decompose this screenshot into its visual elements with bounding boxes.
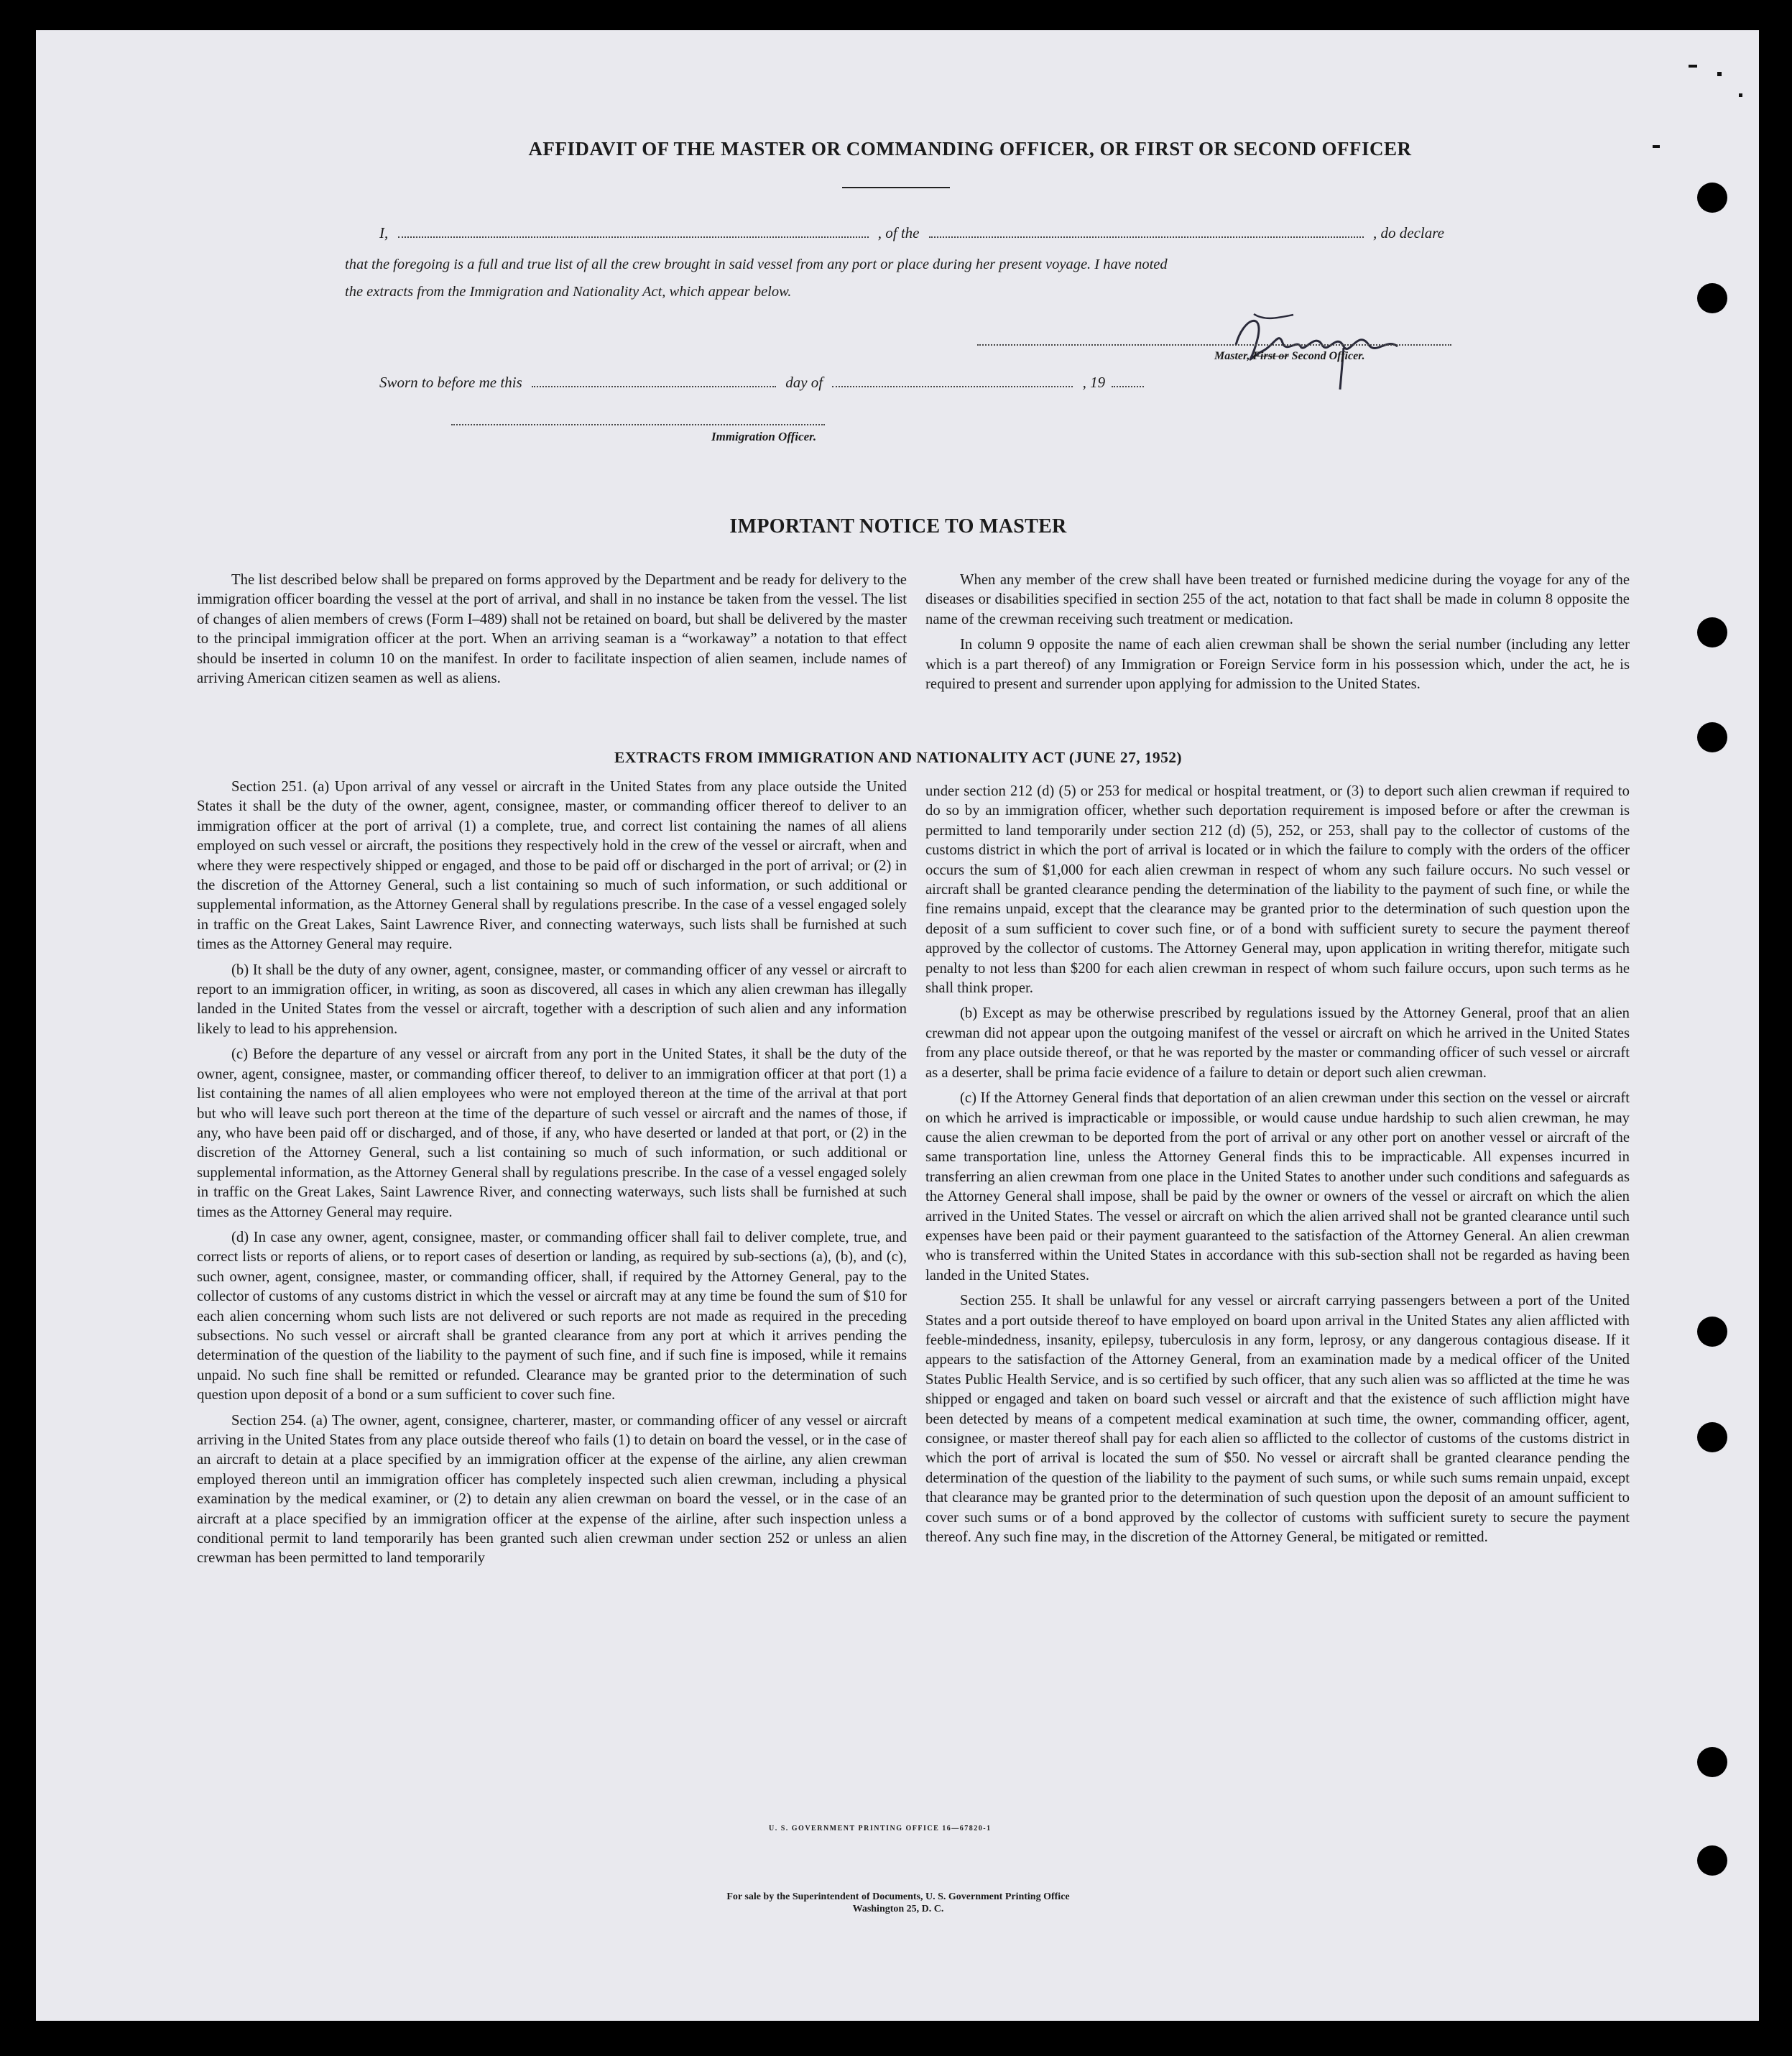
- notice-title: IMPORTANT NOTICE TO MASTER: [729, 515, 1067, 538]
- section-251-a: Section 251. (a) Upon arrival of any vessel or aircraft in the United States from any place outside the United States it shall be the duty of the owner, agent, consignee, master, or commanding officer thereof to deliver to an immigration officer at the port of arrival (1) a complete, true, and correct list containing the names of all aliens employed on such vessel or aircraft, the positions they respectively hold in the crew of the vessel or aircraft, when and where they were respectively shipped or engaged, and those to be paid off or discharged in the port of arrival; or (2) in the discretion of the Attorney General, such a list containing so much of such information, or such additional or supplemental information, as the Attorney General shall by regulations prescribe. In the case of a vessel engaged solely in traffic on the Great Lakes, Saint Lawrence River, and connecting waterways, such lists shall be furnished at such times as the Attorney General may require.: [197, 779, 907, 953]
- binder-hole-icon: [1697, 1422, 1727, 1452]
- declarant-line: [379, 224, 1444, 242]
- section-251-c: (c) Before the departure of any vessel or aircraft from any port in the United States, it shall be the duty of the owner, agent, consignee, master, or commanding officer thereof, to deliver to an immigration officer at that port (1) a list containing the names of all alien employees who were not employed thereon at the time of the arrival at that port but who will leave such port thereon at the time of the departure of such vessel or aircraft and the names of those, if any, who have been paid off or discharged, and of those, if any, who have deserted or landed at that port, or (2) in the discretion of the Attorney General, such a list containing so much of such information, or such additional or supplemental information, as the Attorney General shall by regulations prescribe. In the case of a vessel engaged solely in traffic on the Great Lakes, Saint Lawrence River, and connecting waterways, such lists shall be furnished at such times as the Attorney General may require.: [197, 1046, 907, 1220]
- signature-label-master: Master,: [1214, 350, 1253, 362]
- extracts-title: EXTRACTS FROM IMMIGRATION AND NATIONALITY ACT (JUNE 27, 1952): [614, 749, 1182, 766]
- i-label: I,: [379, 224, 389, 241]
- extracts-right-column: [925, 782, 1630, 1553]
- sworn-line: [379, 374, 1147, 392]
- signature-label: [1214, 350, 1365, 363]
- scan-speck: [1739, 93, 1742, 97]
- binder-hole-icon: [1697, 283, 1727, 313]
- binder-hole-icon: [1697, 1317, 1727, 1347]
- declaration-line: that the foregoing is a full and true list of all the crew brought in said vessel from any port or place during her present voyage. I have noted: [345, 257, 1168, 272]
- signature-label-officer: Second Officer.: [1288, 350, 1365, 362]
- gpo-code: U. S. GOVERNMENT PRINTING OFFICE 16—67820-1: [769, 1825, 992, 1833]
- form-page: [36, 30, 1759, 2021]
- sworn-label: Sworn to before me this: [379, 374, 522, 391]
- vessel-name-field[interactable]: [929, 225, 1364, 238]
- notice-right-column: [925, 571, 1630, 700]
- declaration-line: the extracts from the Immigration and Nationality Act, which appear below.: [345, 284, 792, 300]
- day-of-label: day of: [785, 374, 823, 391]
- extracts-left-column: [197, 778, 907, 1575]
- notice-left-column: [197, 571, 907, 694]
- section-254-c: (c) If the Attorney General finds that deportation of an alien crewman under this section on the vessel or aircraft on which he arrived is impracticable or impossible, or would cause undue hardship to such alien crewman, he may cause the alien crewman to be deported from the port of arrival or any other port on another vessel or aircraft of the same transportation line, unless the Attorney General finds this to be impracticable. All expenses incurred in transferring an alien crewman from one place in the United States to another under such conditions and safeguards as the Attorney General shall impose, shall be paid by the owner or owners of the vessel or aircraft on which the alien arrived in the United States. The vessel or aircraft on which the alien arrived shall not be granted clearance until such expenses have been paid or their payment guaranteed to the satisfaction of the Attorney General. An alien crewman who is transferred within the United States in accordance with this sub-section shall not be regarded as having been landed in the United States.: [925, 1090, 1630, 1283]
- signature-line[interactable]: [977, 344, 1451, 346]
- section-254-a-continued: under section 212 (d) (5) or 253 for medical or hospital treatment, or (3) to deport such alien crewman if required to do so by an immigration officer, whether such deportation requirement is imposed before or after the crewman is permitted to land temporarily under section 212 (d) (5), 252, or 253, shall pay to the collector of customs of the customs district in which the port of arrival is located or in which the failure to comply with the orders of the officer occurs the sum of $1,000 for each alien crewman in respect of whom any such failure occurs. No such vessel or aircraft shall be granted clearance pending the determination of the liability to the payment of such fine, or while the fine remains unpaid, except that the clearance may be granted prior to the determination of such question upon the deposit of a sum sufficient to cover such fine, or of a bond with sufficient surety to secure the payment thereof approved by the collector of customs. The Attorney General may, upon application in writing therefor, mitigate such penalty to not less than $200 for each alien crewman in respect of whom such failure occurs, upon such terms as he shall think proper.: [925, 783, 1630, 997]
- scan-speck: [1717, 72, 1722, 76]
- scan-speck: [1689, 65, 1697, 68]
- section-251-d: (d) In case any owner, agent, consignee, master, or commanding officer shall fail to deliver complete, true, and correct lists or reports of aliens, or to report cases of desertion or landing, as required by sub-sections (a), (b), and (c), such owner, agent, consignee, master, or commanding officer, shall, if required by the Attorney General, pay to the collector of customs of any customs district in which the vessel or aircraft may at any time be found the sum of $10 for each alien concerning whom such lists are not delivered or such reports are not made as required in the preceding subsections. No such vessel or aircraft shall be granted clearance from any port at which it arrives pending the determination of the question of the liability to the payment of such fine, and if such fine is imposed, while it remains unpaid. No such fine shall be remitted or refunded. Clearance may be granted prior to the determination of such question upon deposit of a bond or a sum sufficient to cover such fine.: [197, 1229, 907, 1403]
- immigration-officer-label: Immigration Officer.: [711, 430, 817, 443]
- section-251-b: (b) It shall be the duty of any owner, agent, consignee, master, or commanding officer of any vessel or aircraft to report to an immigration officer, in writing, as soon as discovered, all cases in which any alien crewman has illegally landed in the United States from the vessel or aircraft, together with a description of such alien and any information likely to lead to his apprehension.: [197, 962, 907, 1037]
- binder-hole-icon: [1697, 722, 1727, 752]
- notice-paragraph: The list described below shall be prepared on forms approved by the Department and be ready for delivery to the immigration officer boarding the vessel at the port of arrival, and shall in no instance be taken from the vessel. The list of changes of alien members of crews (Form I–489) shall not be retained on board, but shall be delivered by the master to the principal immigration officer at the port. When an arriving seaman is a “workaway” a notation to that effect should be inserted in column 10 on the manifest. In order to facilitate inspection of alien seamen, include names of arriving American citizen seamen as well as aliens.: [197, 572, 907, 687]
- of-the-label: , of the: [877, 224, 920, 241]
- section-255: Section 255. It shall be unlawful for any vessel or aircraft carrying passengers between a port of the United States and a port outside thereof to have employed on board upon arrival in the United States any alien afflicted with feeble-mindedness, insanity, epilepsy, tuberculosis in any form, leprosy, or any dangerous contagious disease. If it appears to the satisfaction of the Attorney General, from an examination made by a medical officer of the United States Public Health Service, and is so certified by such officer, that any such alien was so afflicted at the time he was shipped or engaged and taken on board such vessel or aircraft and that the existence of such affliction might have been detected by means of a competent medical examination at such time, the owner, commanding officer, agent, consignee, or master thereof shall pay for each alien so afflicted to the collector of customs of the customs district in which the port of arrival is located the sum of $50. No vessel or aircraft shall be granted clearance pending the determination of the question of the liability to the payment of such sums, or while such sums remain unpaid, except that clearance may be granted prior to the determination of such question upon the deposit of an amount sufficient to cover such sums or of a bond approved by the collector of customs with sufficient surety to secure the payment thereof. Any such fine may, in the discretion of the Attorney General, be mitigated or remitted.: [925, 1293, 1630, 1546]
- handwritten-signature: [1214, 289, 1451, 397]
- affidavit-title: AFFIDAVIT OF THE MASTER OR COMMANDING OFFICER, OR FIRST OR SECOND OFFICER: [528, 138, 1412, 160]
- section-254-b: (b) Except as may be otherwise prescribed by regulations issued by the Attorney General, proof that an alien crewman did not appear upon the outgoing manifest of the vessel or aircraft on which he arrived in the United States from any place outside thereof, or that he was reported by the master or commanding officer of such vessel or aircraft as a deserter, shall be prima facie evidence of a failure to detain or deport such alien crewman.: [925, 1005, 1630, 1081]
- signature-label-struck: First or: [1252, 350, 1289, 362]
- section-254-a: Section 254. (a) The owner, agent, consignee, charterer, master, or commanding officer of any vessel or aircraft arriving in the United States from any place outside thereof who fails (1) to detain on board the vessel, or in the case of an aircraft to detain at a place specified by an immigration officer at the expense of the airline, any alien crewman employed thereon until an immigration officer has completely inspected such alien crewman, including a physical examination by the medical examiner, or (2) to detain any alien crewman on board the vessel, or in the case of an aircraft at a place specified by an immigration officer at the expense of the airline, after such inspection unless a conditional permit to land temporarily has been granted such alien crewman under section 252 or unless an alien crewman has been permitted to land temporarily: [197, 1412, 907, 1567]
- sworn-day-field[interactable]: [532, 374, 776, 387]
- sworn-year-field[interactable]: [1112, 374, 1144, 387]
- declarant-name-field[interactable]: [398, 225, 869, 238]
- notice-paragraph: When any member of the crew shall have been treated or furnished medicine during the voyage for any of the diseases or disabilities specified in section 255 of the act, notation to that fact shall be made in column 8 opposite the name of the crewman receiving such treatment or medication.: [925, 572, 1630, 627]
- scan-speck: [1653, 145, 1660, 148]
- binder-hole-icon: [1697, 1747, 1727, 1777]
- do-declare-label: , do declare: [1373, 224, 1444, 241]
- binder-hole-icon: [1697, 183, 1727, 213]
- year-label: , 19: [1082, 374, 1106, 391]
- title-rule: [842, 187, 950, 188]
- binder-hole-icon: [1697, 1845, 1727, 1876]
- binder-hole-icon: [1697, 617, 1727, 647]
- footer-line: For sale by the Superintendent of Documents, U. S. Government Printing Office: [726, 1891, 1070, 1902]
- sworn-month-field[interactable]: [832, 374, 1073, 387]
- footer: [539, 1891, 1257, 1915]
- immigration-officer-signature-line[interactable]: [451, 424, 825, 425]
- footer-line: Washington 25, D. C.: [852, 1904, 944, 1914]
- notice-paragraph: In column 9 opposite the name of each alien crewman shall be shown the serial number (including any letter which is a part thereof) of any Immigration or Foreign Service form in his possession which, under the act, he is required to present and surrender upon applying for admission to the United States.: [925, 637, 1630, 693]
